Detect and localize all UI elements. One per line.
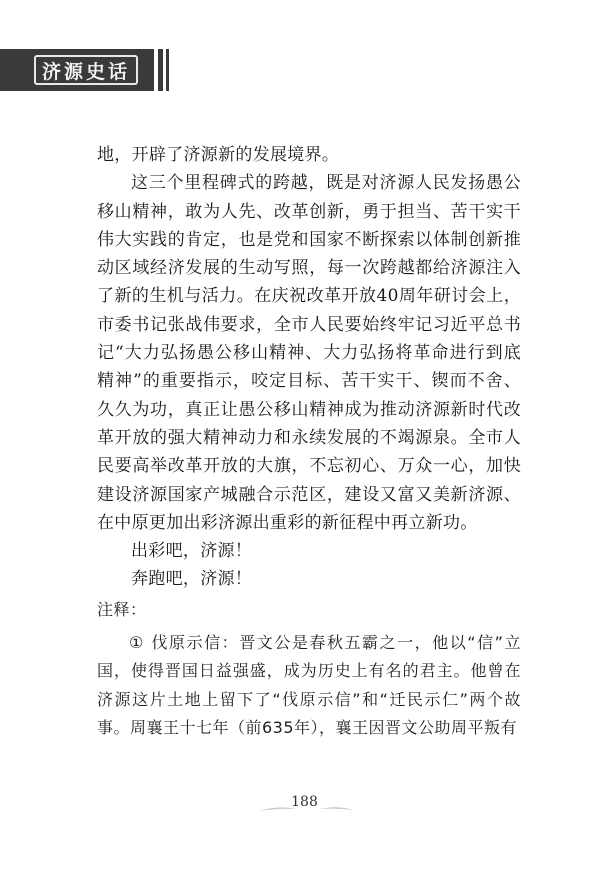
header-stripe <box>166 49 169 91</box>
notes-section <box>97 596 521 743</box>
paragraph: 奔跑吧，济源！ <box>131 569 253 590</box>
page-number: 188 <box>291 794 318 810</box>
notes-title: 注释： <box>97 600 147 619</box>
paragraph: 这三个里程碑式的跨越，既是对济源人民发扬愚公移山精神，敢为人先、改革创新，勇于担当、苦干实干伟大实践的肯定，也是党和国家不断探索以体制创新推动区域经济发展的生动写照，每一次跨越都给济源注入了新的生机与活力。在庆祝改革开放40周年研讨会上，市委书记张战伟要求，全市人民要始终牢记习近平总书记“大力弘扬愚公移山精神、大力弘扬将革命进行到底精神”的重要指示，咬定目标、苦干实干、锲而不舍、久久为功，真正让愚公移山精神成为推动济源新时代改革开放的强大精神动力和永续发展的不竭源泉。全市人民要高举改革开放的大旗，不忘初心、万众一心，加快建设济源国家产城融合示范区，建设又富又美新济源、在中原更加出彩济源出重彩的新征程中再立新功。 <box>97 173 521 533</box>
paragraph: 出彩吧，济源！ <box>131 541 253 562</box>
header-stripe <box>158 49 163 91</box>
swoosh-ornament-right <box>318 804 356 814</box>
note-item: ① 伐原示信：晋文公是春秋五霸之一，他以“信”立国，使得晋国日益强盛，成为历史上有名的君主。他曾在济源这片土地上留下了“伐原示信”和“迁民示仁”两个故事。周襄王十七年（前635年），襄王因晋文公助周平叛有 <box>97 632 521 737</box>
book-title-logo: 济源史话 <box>34 55 138 85</box>
main-text <box>97 141 521 594</box>
paragraph: 地，开辟了济源新的发展境界。 <box>97 145 340 165</box>
